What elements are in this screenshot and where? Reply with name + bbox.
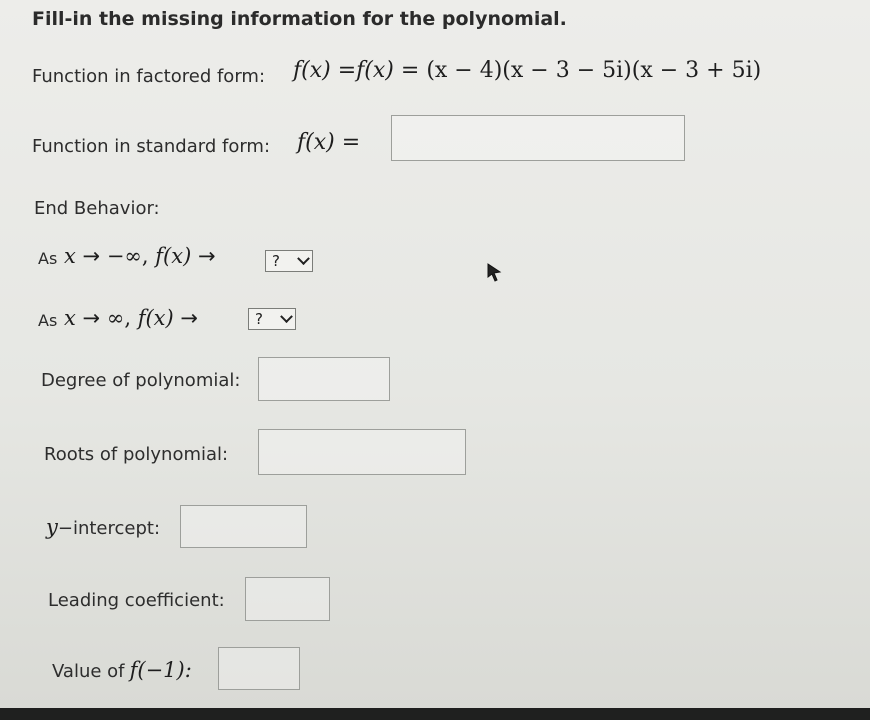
end-behavior-positive-dropdown[interactable]: ? <box>248 308 296 330</box>
end-behavior-row-negative: As <box>38 249 58 268</box>
chevron-down-icon <box>280 310 293 323</box>
standard-form-input[interactable] <box>391 115 685 161</box>
factored-lhs-1: f(x) = <box>293 58 357 83</box>
roots-label: Roots of polynomial: <box>44 444 229 465</box>
leading-coefficient-label: Leading coefficient: <box>48 590 225 611</box>
chevron-down-icon <box>297 252 310 265</box>
end-behavior-row-positive-math: x → ∞, f(x) → <box>64 306 198 330</box>
y-intercept-label: y−intercept: <box>46 515 161 539</box>
roots-input[interactable] <box>258 429 466 475</box>
factored-form-expression <box>293 58 761 83</box>
instruction-text: Fill-in the missing information for the polynomial. <box>32 8 567 30</box>
value-at-input[interactable] <box>218 647 300 690</box>
standard-form-lhs: f(x) = <box>297 130 361 155</box>
end-behavior-row-negative-math: x → −∞, f(x) → <box>64 244 216 268</box>
value-at-label: Value of f(−1): <box>52 658 192 682</box>
leading-coefficient-input[interactable] <box>245 577 330 621</box>
y-intercept-input[interactable] <box>180 505 307 548</box>
mouse-pointer-icon <box>486 262 502 284</box>
standard-form-label: Function in standard form: <box>32 136 271 157</box>
factored-expression: (x − 4)(x − 3 − 5i)(x − 3 + 5i) <box>426 58 762 83</box>
bottom-edge <box>0 708 870 720</box>
factored-form-label: Function in factored form: <box>32 66 266 87</box>
end-behavior-row-positive: As <box>38 311 58 330</box>
end-behavior-heading: End Behavior: <box>34 198 160 219</box>
end-behavior-negative-dropdown[interactable]: ? <box>265 250 313 272</box>
degree-input[interactable] <box>258 357 390 401</box>
degree-label: Degree of polynomial: <box>41 370 241 391</box>
factored-lhs-2: f(x) = <box>356 58 420 83</box>
